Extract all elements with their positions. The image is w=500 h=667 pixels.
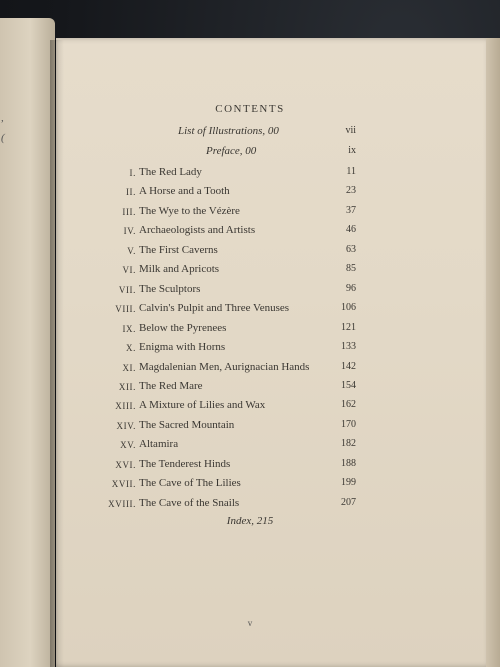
chapter-row [0,185,500,201]
chapter-number: V. [127,245,136,256]
chapter-page: 170 [341,418,356,430]
left-page-mark: , [1,112,4,124]
chapter-page: 188 [341,457,356,469]
chapter-title: A Mixture of Lilies and Wax [139,399,266,412]
chapter-number: XVII. [111,479,136,490]
chapter-page: 11 [346,166,356,177]
chapter-number: XI. [122,362,136,373]
front-matter-item [0,125,500,141]
chapter-page: 162 [341,399,356,411]
chapter-page: 23 [346,185,356,197]
chapter-title: Archaeologists and Artists [139,224,256,237]
page-number: v [247,618,253,628]
chapter-row [0,497,500,513]
chapter-title: Milk and Apricots [139,263,220,276]
chapter-title: The Sacred Mountain [139,418,235,431]
chapter-number: XIII. [115,401,136,412]
chapter-row [0,205,500,221]
chapter-number: XII. [118,381,136,392]
chapter-number: VI. [122,265,136,276]
chapter-row [0,341,500,357]
chapter-row [0,399,500,415]
chapter-page: 207 [341,496,356,508]
chapter-row [0,302,500,318]
chapter-page: 37 [346,204,356,216]
chapter-title: The Sculptors [139,282,201,295]
front-matter-item [0,145,500,161]
left-page-mark: ( [1,132,5,144]
chapter-title: Enigma with Horns [139,341,226,354]
chapter-number: XVI. [115,459,136,470]
chapter-title: The Red Mare [139,379,203,392]
front-matter-label: List of Illustrations, 00 [178,125,279,137]
chapter-title: The Wye to the Vézère [139,204,240,217]
chapter-title: Altamira [139,438,179,451]
chapter-number: XVIII. [108,498,136,509]
chapter-title: The Cave of the Snails [139,496,240,509]
chapter-number: XV. [120,440,136,451]
chapter-page: 106 [341,302,356,314]
chapter-title: The First Caverns [139,243,218,256]
chapter-title: Magdalenian Men, Aurignacian Hands [139,360,310,373]
chapter-row [0,438,500,454]
chapter-number: II. [125,187,136,198]
chapter-page: 96 [346,282,356,294]
chapter-row [0,458,500,474]
chapter-page: 121 [341,321,356,333]
chapter-page: 142 [341,360,356,372]
chapter-row [0,322,500,338]
contents-heading: CONTENTS [215,103,285,115]
chapter-row [0,380,500,396]
chapter-number: VIII. [115,304,136,315]
chapter-row [0,477,500,493]
chapter-page: 154 [341,379,356,391]
chapter-number: III. [122,206,136,217]
index-entry: Index, 215 [226,515,274,527]
chapter-title: The Red Lady [139,166,202,178]
chapter-row [0,419,500,435]
chapter-page: 133 [341,341,356,353]
chapter-number: VII. [118,284,136,295]
chapter-title: Below the Pyrenees [139,321,227,334]
chapter-row [0,224,500,240]
chapter-title: Calvin's Pulpit and Three Venuses [139,302,290,315]
chapter-row [0,244,500,260]
front-matter-page: ix [348,145,356,156]
chapter-number: IV. [123,226,136,237]
chapter-page: 63 [346,243,356,255]
front-matter-label: Preface, 00 [206,145,257,157]
chapter-row [0,263,500,279]
chapter-page: 182 [341,438,356,450]
chapter-number: I. [129,168,136,178]
chapter-page: 199 [341,477,356,489]
chapter-number: XIV. [116,420,136,431]
chapter-row [0,283,500,299]
chapter-number: X. [126,343,136,354]
chapter-page: 85 [346,263,356,275]
chapter-title: A Horse and a Tooth [139,185,230,198]
chapter-row [0,166,500,182]
chapter-title: The Tenderest Hinds [139,457,231,470]
chapter-number: IX. [122,323,136,334]
front-matter-page: vii [345,125,356,136]
chapter-row [0,361,500,377]
chapter-page: 46 [346,224,356,236]
chapter-title: The Cave of The Lilies [139,477,241,490]
